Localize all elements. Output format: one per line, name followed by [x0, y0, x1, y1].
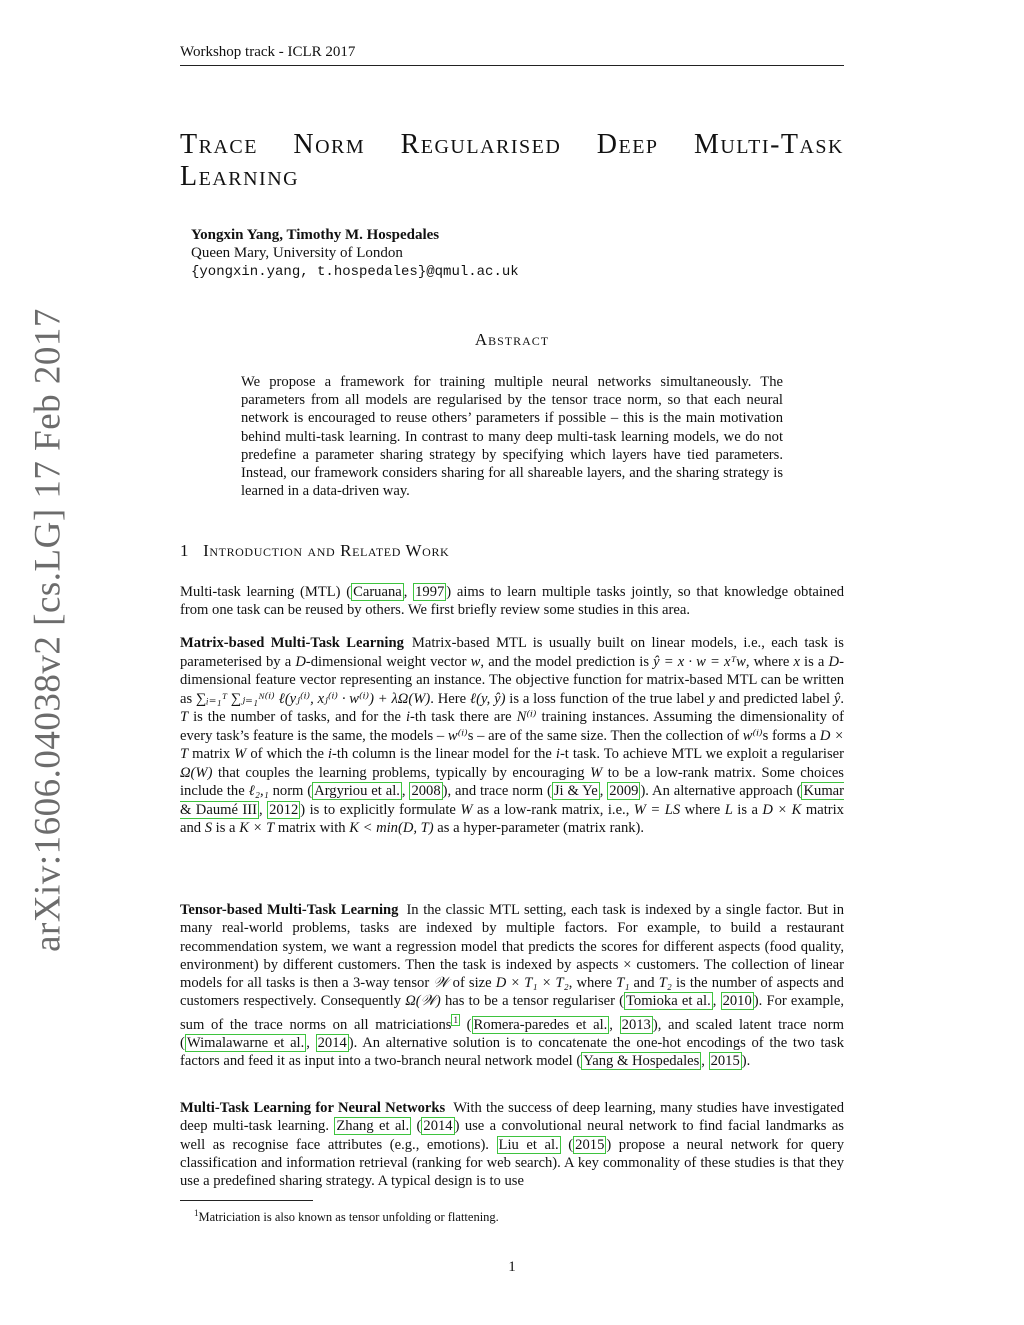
- citation-link[interactable]: Liu et al.: [498, 1136, 559, 1153]
- paragraph-tensor-mtl: Tensor-based Multi-Task Learning In the classic MTL setting, each task is indexed by a single factor. But in many real-world problems, tasks are indexed by multiple factors. For example, to build a restaurant recommendation system, we want a regression model that predicts the scores for different aspects (food quality, environment) by different customers. Then the task is indexed by aspects × customers. The collection of linear models for all tasks is then a 3-way tensor 𝒲 of size D × T₁ × T₂, where T₁ and T₂ is the number of aspects and customers respectively. Consequently Ω(𝒲) has to be a tensor regulariser ( Tomioka et al. , 2010 ). For example, sum of the trace norms on all matriciations $^1$ ( Romera-paredes et al. , 2013 ), and scaled latent trace norm ( Wimalawarne et al. , 2014 ). An alternative solution is to concatenate the one-hot encodings of the two task factors and feed it as input into a two-branch neural network model ( Yang & Hospedales , 2015 ).: [180, 902, 845, 1070]
- paper-title-line1: Trace Norm Regularised Deep Multi-Task: [180, 129, 844, 160]
- citation-link[interactable]: Tomioka et al.: [626, 993, 711, 1010]
- author-names: Yongxin Yang, Timothy M. Hospedales: [191, 227, 440, 243]
- citation-link[interactable]: Argyriou et al.: [314, 783, 400, 799]
- citation-link[interactable]: 2015: [575, 1136, 605, 1153]
- paragraph-matrix-mtl: Matrix-based Multi-Task Learning Matrix-based MTL is usually built on linear models, i.e., each task is parameterised by a D-dimensional weight vector w, and the model prediction is ŷ = x · w = xᵀw, where x is a D-dimensional feature vector representing an instance. The objective function for matrix-based MTL can be written as ∑ᵢ₌₁ᵀ ∑ⱼ₌₁ᴺ⁽ⁱ⁾ ℓ(yⱼ⁽ⁱ⁾, xⱼ⁽ⁱ⁾ · w⁽ⁱ⁾) + λΩ(W). Here ℓ(y, ŷ) is a loss function of the true label y and predicted label ŷ. T is the number of tasks, and for the i-th task there are N⁽ⁱ⁾ training instances. Assuming the dimensionality of every task’s feature is the same, the models – w⁽ⁱ⁾s – are of the same size. Then the collection of w⁽ⁱ⁾s forms a D × T matrix W of which the i-th column is the linear model for the i-t task. To achieve MTL we exploit a regulariser Ω(W) that couples the learning problems, typically by encouraging W to be a low-rank matrix. Some choices include the ℓ₂,₁ norm ( Argyriou et al. , 2008 ), and trace norm ( Ji & Ye , 2009 ). An alternative approach ( Kumar & Daumé III , 2012 ) is to explicitly formulate W as a low-rank matrix, i.e., W = LS where L is a D × K matrix and S is a K × T matrix with K < min(D, T) as a hyper-parameter (matrix rank).: [180, 635, 845, 836]
- citation-link[interactable]: 1997: [415, 584, 445, 600]
- citation-link[interactable]: Romera-paredes et al.: [473, 1016, 608, 1033]
- page-number: 1: [508, 1259, 516, 1275]
- author-email-text: {yongxin.yang, t.hospedales}@qmul.ac.uk: [191, 264, 519, 280]
- objective-formula: ∑ᵢ₌₁ᵀ ∑ⱼ₌₁ᴺ⁽ⁱ⁾ ℓ(yⱼ⁽ⁱ⁾, xⱼ⁽ⁱ⁾ · w⁽ⁱ⁾) + λΩ(W): [195, 690, 431, 707]
- citation-link[interactable]: 2010: [722, 993, 752, 1010]
- header-rule: [180, 65, 844, 66]
- paper-title-line2: Learning: [180, 161, 300, 192]
- paragraph-intro: Multi-task learning (MTL) ( Caruana , 1997 ) aims to learn multiple tasks jointly, so that knowledge obtained from one task can be reused by others. We first briefly review some studies in this area.: [180, 584, 845, 619]
- footnote-marker-link[interactable]: 1: [453, 1014, 458, 1025]
- citation-link[interactable]: 2014: [317, 1034, 347, 1051]
- footnote: [194, 1208, 499, 1225]
- citation-link[interactable]: Yang & Hospedales: [583, 1053, 700, 1070]
- citation-link[interactable]: Ji & Ye: [553, 783, 598, 799]
- footnote-mark: 1: [194, 1208, 199, 1218]
- footnote-rule: [180, 1200, 313, 1201]
- arxiv-sidebar-stamp: arXiv:1606.04038v2 [cs.LG] 17 Feb 2017: [27, 308, 69, 952]
- citation-link[interactable]: Kumar & Daumé III: [180, 783, 845, 818]
- abstract-heading: Abstract: [474, 330, 550, 349]
- citation-link[interactable]: 2013: [621, 1016, 651, 1033]
- footnote-text: Matriciation is also known as tensor unfolding or flattening.: [198, 1210, 499, 1225]
- citation-link[interactable]: Caruana: [353, 584, 402, 600]
- paragraph-heading: Tensor-based Multi-Task Learning: [180, 902, 399, 918]
- abstract-body: We propose a framework for training multiple neural networks simultaneously. The parameters from all models are regularised by the tensor trace norm, so that each neural network is encouraged to reuse others’ parameters if possible – this is the main motivation behind multi-task learning. In contrast to many deep multi-task learning models, we do not predefine a parameter sharing strategy by specifying which layers have tied parameters. Instead, our framework considers sharing for all shareable layers, and the sharing strategy is learned in a data-driven way.: [241, 374, 783, 500]
- paragraph-heading: Matrix-based Multi-Task Learning: [180, 635, 404, 651]
- citation-link[interactable]: 2015: [710, 1053, 740, 1070]
- author-email: [191, 263, 519, 280]
- running-header: Workshop track - ICLR 2017: [180, 44, 356, 60]
- citation-link[interactable]: Wimalawarne et al.: [186, 1034, 305, 1051]
- paragraph-nn-mtl: Multi-Task Learning for Neural Networks With the success of deep learning, many studies have investigated deep multi-task learning. Zhang et al. ( 2014 ) use a convolutional neural network to find facial landmarks as well as recognise face attributes (e.g., emotions). Liu et al. ( 2015 ) propose a neural network for query classification and information retrieval (ranking for web search). A key commonality of these studies is that they use a predefined sharing strategy. A typical design is to use: [180, 1100, 845, 1190]
- paragraph-heading: Multi-Task Learning for Neural Networks: [180, 1100, 446, 1116]
- citation-link[interactable]: 2014: [423, 1118, 453, 1135]
- citation-link[interactable]: Zhang et al.: [336, 1118, 410, 1135]
- section-number: 1: [180, 541, 190, 560]
- citation-link[interactable]: 2008: [411, 783, 441, 799]
- citation-link[interactable]: 2012: [269, 801, 299, 818]
- citation-link[interactable]: 2009: [609, 783, 639, 799]
- section-title: Introduction and Related Work: [203, 541, 450, 560]
- section-heading: [180, 541, 449, 561]
- author-affiliation: Queen Mary, University of London: [191, 245, 403, 261]
